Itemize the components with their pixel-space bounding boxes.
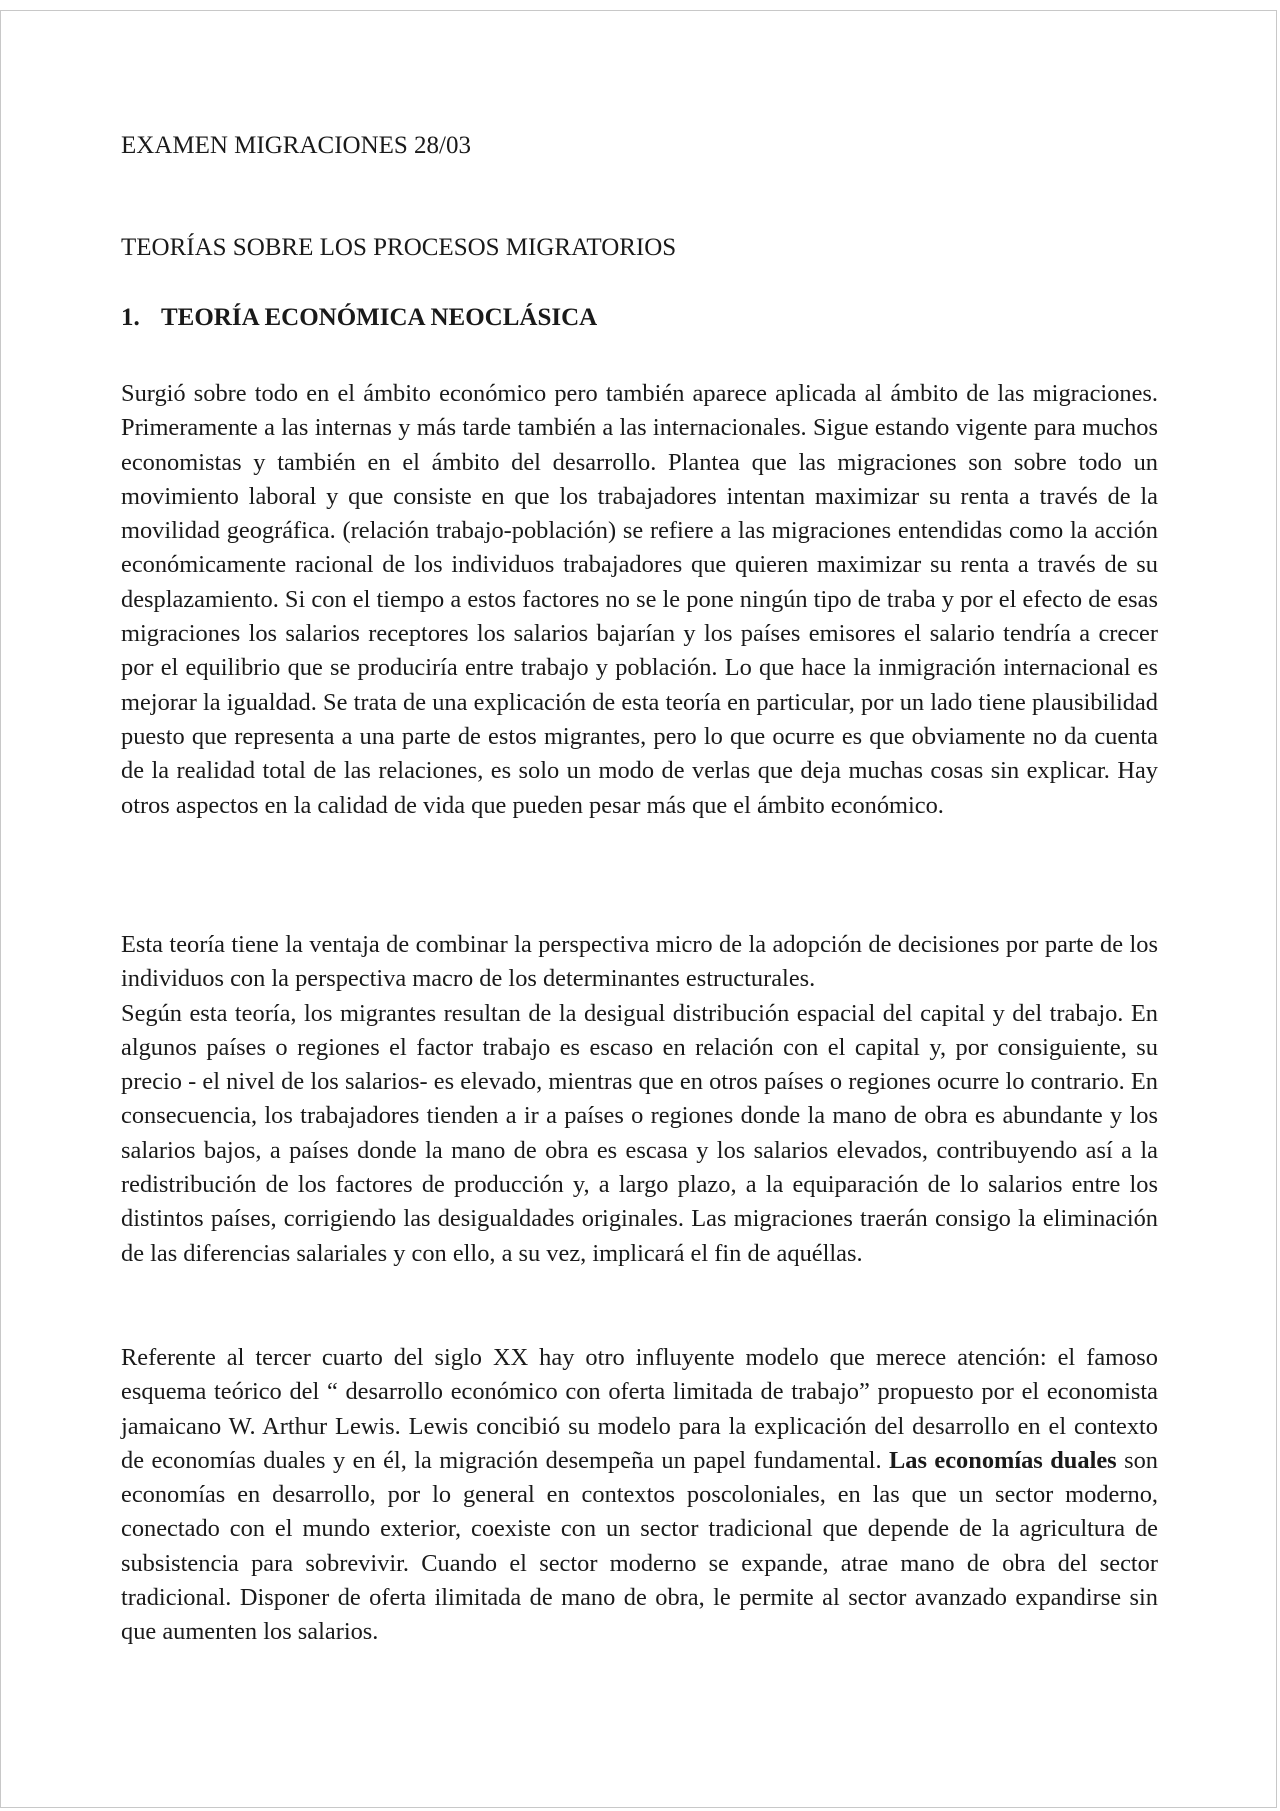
paragraph-distribution: Según esta teoría, los migrantes resultan de la desigual distribución espacial del capital y del trabajo. En algunos países o regiones el factor trabajo es escaso en relación con el capital y, por consiguiente, su precio - el nivel de los salarios- es elevado, mientras que en otros países o regiones ocurre lo contrario. En consecuencia, los trabajadores tienden a ir a países o regiones donde la mano de obra es abundante y los salarios bajos, a países donde la mano de obra es escasa y los salarios elevados, contribuyendo así a la redistribución de los factores de producción y, a largo plazo, a la equiparación de lo salarios entre los distintos países, corrigiendo las desigualdades originales. Las migraciones traerán consigo la eliminación de las diferencias salariales y con ello, a su vez, implicará el fin de aquéllas. bbox=[121, 999, 1158, 1267]
paragraph-lewis-text-1: Referente al tercer cuarto del siglo XX hay otro influyente modelo que merece atención: el famoso esquema teórico del “ desarrollo económico con oferta limitada de trabajo” propuesto por el economista jamaicano W. Arthur Lewis. Lewis concibió su modelo para la explicación del desarrollo en el contexto de economías duales y en él, la migración desempeña un papel fundamental. bbox=[121, 1344, 1158, 1474]
paragraph-micro-macro: Esta teoría tiene la ventaja de combinar la perspectiva micro de la adopción de decisiones por parte de los individuos con la perspectiva macro de los determinantes estructurales. bbox=[121, 931, 1158, 993]
paragraph-neoclassical-theory: Surgió sobre todo en el ámbito económico pero también aparece aplicada al ámbito de las migraciones. Primeramente a las internas y más tarde también a las internacionales. Sigue estando vigente para muchos economistas y también en el ámbito del desarrollo. Plantea que las migraciones son sobre todo un movimiento laboral y que consiste en que los trabajadores intentan maximizar su renta a través de la movilidad geográfica. (relación trabajo-población) se refiere a las migraciones entendidas como la acción económicamente racional de los individuos trabajadores que quieren maximizar su renta a través de su desplazamiento. Si con el tiempo a estos factores no se le pone ningún tipo de traba y por el efecto de esas migraciones los salarios receptores los salarios bajarían y los países emisores el salario tendría a crecer por el equilibrio que se produciría entre trabajo y población. Lo que hace la inmigración internacional es mejorar la igualdad. Se trata de una explicación de esta teoría en particular, por un lado tiene plausibilidad puesto que representa a una parte de estos migrantes, pero lo que ocurre es que obviamente no da cuenta de la realidad total de las relaciones, es solo un modo de verlas que deja muchas cosas sin explicar. Hay otros aspectos en la calidad de vida que pueden pesar más que el ámbito económico. bbox=[121, 380, 1158, 819]
subheading bbox=[121, 301, 597, 335]
subheading-text: TEORÍA ECONÓMICA NEOCLÁSICA bbox=[161, 304, 598, 331]
paragraph-group-micro-macro bbox=[121, 928, 1158, 1271]
subheading-number: 1. bbox=[121, 304, 140, 331]
paragraph-lewis-text-2: son economías en desarrollo, por lo general en contextos poscoloniales, en las que un sector moderno, conectado con el mundo exterior, coexiste con un sector tradicional que depende de la agricultura de subsistencia para sobrevivir. Cuando el sector moderno se expande, atrae mano de obra del sector tradicional. Disponer de oferta ilimitada de mano de obra, le permite al sector avanzado expandirse sin que aumenten los salarios. bbox=[121, 1446, 1159, 1646]
paragraph-lewis-model bbox=[121, 1341, 1158, 1650]
document-page bbox=[0, 10, 1277, 1808]
section-title: TEORÍAS SOBRE LOS PROCESOS MIGRATORIOS bbox=[121, 234, 677, 261]
document-title: EXAMEN MIGRACIONES 28/03 bbox=[121, 132, 471, 159]
dual-economies-term: Las economías duales bbox=[889, 1446, 1117, 1474]
